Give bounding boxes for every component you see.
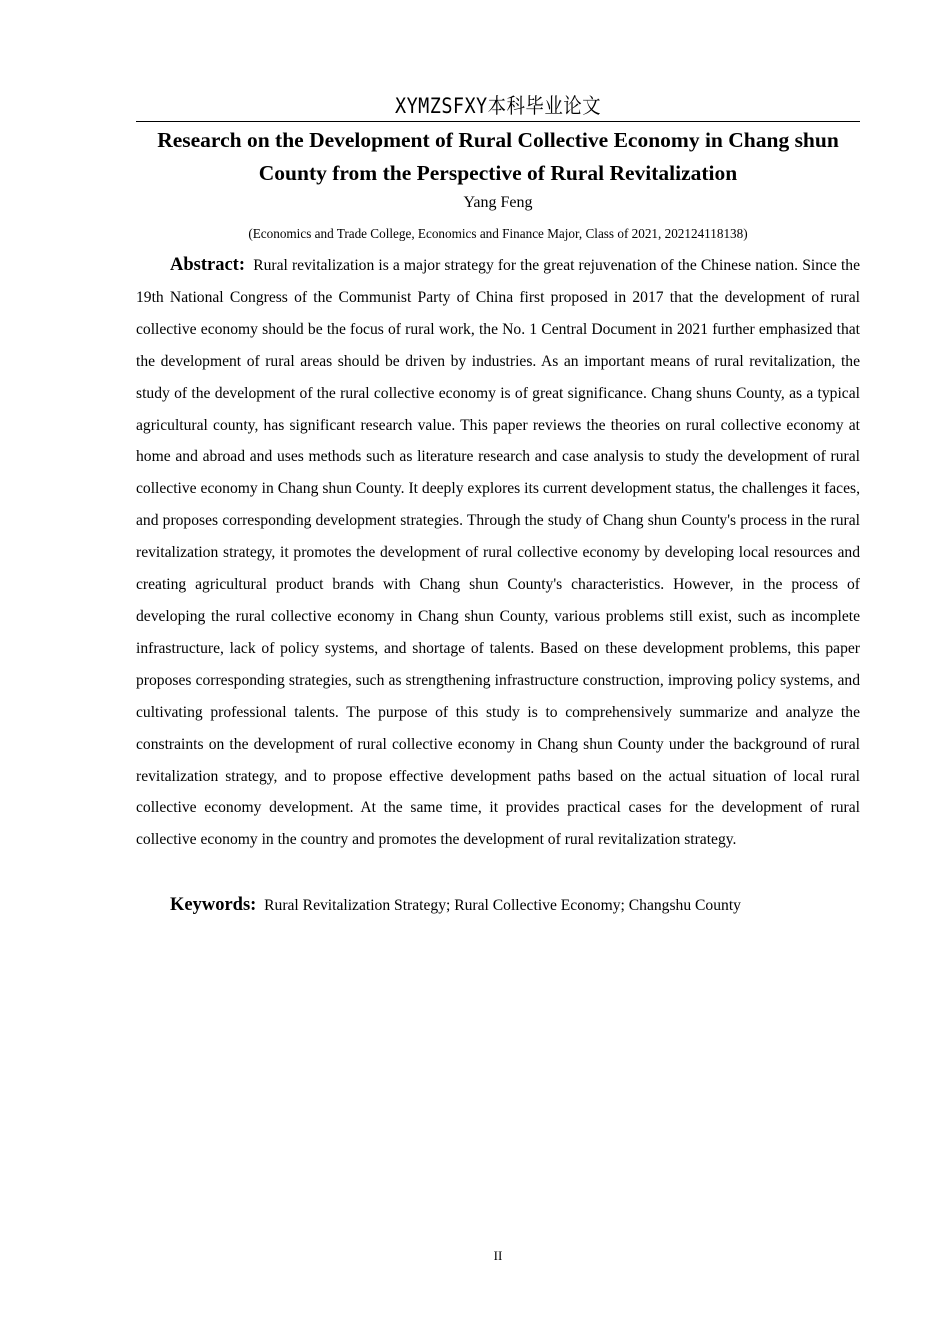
running-header	[136, 94, 860, 122]
paper-title: Research on the Development of Rural Collective Economy in Chang shun County from the Perspective of Rural Revitalization	[157, 128, 839, 185]
keywords-label: Keywords:	[170, 895, 257, 915]
author-name: Yang Feng	[463, 194, 533, 211]
author-affiliation: (Economics and Trade College, Economics and Finance Major, Class of 2021, 202124118138)	[248, 226, 748, 241]
page-number: II	[493, 1248, 503, 1263]
keywords-paragraph	[136, 890, 860, 922]
keywords-text: Rural Revitalization Strategy; Rural Collective Economy; Changshu County	[264, 897, 741, 914]
abstract-text: Rural revitalization is a major strategy for the great rejuvenation of the Chinese nation. Since the 19th National Congress of the Communist Party of China first proposed in 2017 that the development of rural collective economy should be the focus of rural work, the No. 1 Central Document in 2021 further emphasized that the development of rural areas should be driven by industries. As an important means of rural revitalization, the study of the development of the rural collective economy is of great significance. Chang shuns County, as a typical agricultural county, has significant research value. This paper reviews the theories on rural collective economy at home and abroad and uses methods such as literature research and case analysis to study the development of rural collective economy in Chang shun County. It deeply explores its current development status, the challenges it faces, and proposes corresponding development strategies. Through the study of Chang shun County's process in the rural revitalization strategy, it promotes the development of rural collective economy by developing local resources and creating agricultural product brands with Chang shun County's characteristics. However, in the process of developing the rural collective economy in Chang shun County, various problems still exist, such as incomplete infrastructure, lack of policy systems, and shortage of talents. Based on these development problems, this paper proposes corresponding strategies, such as strengthening infrastructure construction, improving policy systems, and cultivating professional talents. The purpose of this study is to comprehensively summarize and analyze the constraints on the development of rural collective economy in Chang shun County under the background of rural revitalization strategy, and to propose effective development paths based on the actual situation of local rural collective economy development. At the same time, it provides practical cases for the development of rural collective economy in the country and promotes the development of rural revitalization strategy.	[136, 257, 860, 849]
running-header-text: XYMZSFXY本科毕业论文	[394, 94, 602, 118]
abstract-label: Abstract:	[170, 255, 246, 275]
abstract-paragraph	[136, 250, 860, 856]
